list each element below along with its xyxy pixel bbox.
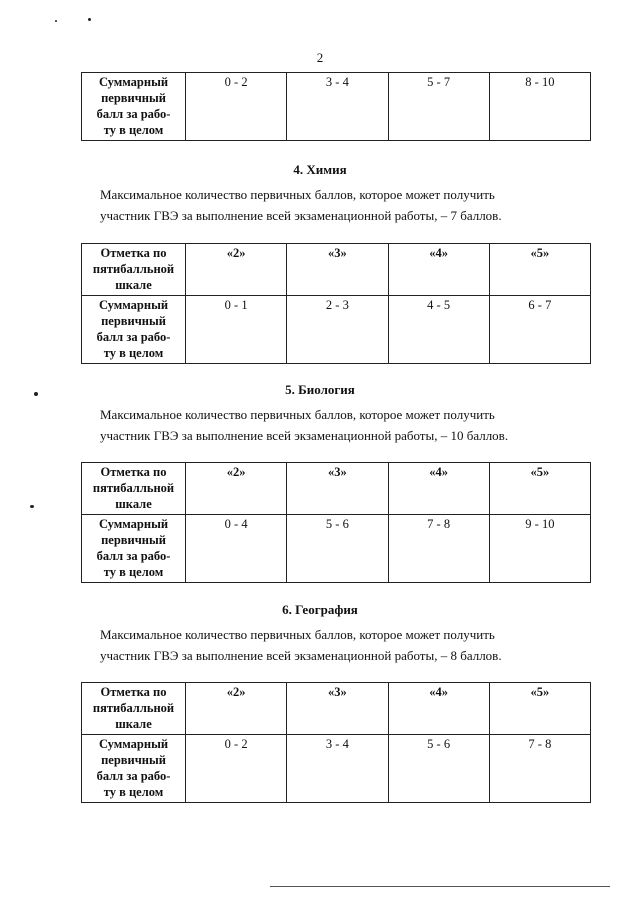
grade-cell: «5» (489, 683, 590, 735)
label-line: шкале (115, 278, 152, 292)
scan-speck (55, 20, 57, 22)
score-table-continued (81, 72, 591, 141)
score-cell: 7 - 8 (388, 515, 489, 583)
label-line: пятибалльной (92, 701, 175, 715)
description-line: Максимальное количество первичных баллов, которое может получить (100, 407, 495, 422)
label-line: Суммарный (98, 517, 169, 531)
label-line: ту в целом (103, 565, 164, 579)
description-line: участник ГВЭ за выполнение всей экзаменационной работы, – 8 баллов. (100, 648, 502, 663)
description-line: участник ГВЭ за выполнение всей экзаменационной работы, – 10 баллов. (100, 428, 509, 443)
grade-cell: «5» (489, 463, 590, 515)
label-line: ту в целом (103, 346, 164, 360)
table-row (82, 515, 591, 583)
score-cell: 5 - 7 (388, 73, 489, 141)
score-cell: 7 - 8 (489, 735, 590, 803)
header-label (82, 683, 186, 735)
label-line: первичный (101, 314, 166, 328)
score-cell: 0 - 2 (186, 735, 287, 803)
description-line: Максимальное количество первичных баллов, которое может получить (100, 187, 495, 202)
description-line: участник ГВЭ за выполнение всей экзаменационной работы, – 7 баллов. (100, 208, 502, 223)
score-cell: 5 - 6 (287, 515, 388, 583)
section-title: 5. Биология (285, 382, 355, 397)
grade-cell: «4» (388, 683, 489, 735)
label-line: шкале (115, 497, 152, 511)
page-number: 2 (316, 50, 324, 65)
table-row (82, 683, 591, 735)
table-row (82, 735, 591, 803)
score-cell: 3 - 4 (287, 735, 388, 803)
header-label (82, 463, 186, 515)
label-line: Суммарный (98, 298, 169, 312)
score-cell: 0 - 2 (186, 73, 287, 141)
table-row (82, 244, 591, 296)
label-line: Отметка по (100, 465, 167, 479)
table-row (82, 73, 591, 141)
label-line: Суммарный (98, 75, 169, 89)
label-line: Отметка по (100, 685, 167, 699)
score-cell: 4 - 5 (388, 296, 489, 364)
row-label (82, 296, 186, 364)
label-line: первичный (101, 533, 166, 547)
section-description (100, 624, 600, 666)
label-line: ту в целом (103, 123, 164, 137)
score-cell: 0 - 1 (186, 296, 287, 364)
label-line: шкале (115, 717, 152, 731)
scan-artifact-line (270, 886, 610, 887)
description-line: Максимальное количество первичных баллов, которое может получить (100, 627, 495, 642)
score-cell: 2 - 3 (287, 296, 388, 364)
label-line: Отметка по (100, 246, 167, 260)
label-line: пятибалльной (92, 262, 175, 276)
grade-cell: «4» (388, 463, 489, 515)
score-cell: 6 - 7 (489, 296, 590, 364)
grade-cell: «2» (186, 244, 287, 296)
section-description (100, 184, 600, 226)
grade-cell: «4» (388, 244, 489, 296)
grade-cell: «2» (186, 463, 287, 515)
label-line: Суммарный (98, 737, 169, 751)
grade-table (81, 682, 591, 803)
label-line: балл за рабо- (96, 549, 171, 563)
row-label (82, 73, 186, 141)
score-cell: 0 - 4 (186, 515, 287, 583)
grade-cell: «3» (287, 683, 388, 735)
table-row (82, 463, 591, 515)
label-line: балл за рабо- (96, 769, 171, 783)
grade-cell: «3» (287, 463, 388, 515)
section-title: 6. География (282, 602, 358, 617)
label-line: пятибалльной (92, 481, 175, 495)
scan-speck (88, 18, 91, 21)
grade-cell: «5» (489, 244, 590, 296)
row-label (82, 735, 186, 803)
label-line: балл за рабо- (96, 107, 171, 121)
label-line: балл за рабо- (96, 330, 171, 344)
score-cell: 5 - 6 (388, 735, 489, 803)
table-row (82, 296, 591, 364)
label-line: ту в целом (103, 785, 164, 799)
section-description (100, 404, 600, 446)
scan-speck (30, 505, 34, 508)
section-title: 4. Химия (293, 162, 347, 177)
grade-cell: «3» (287, 244, 388, 296)
row-label (82, 515, 186, 583)
score-cell: 3 - 4 (287, 73, 388, 141)
score-cell: 9 - 10 (489, 515, 590, 583)
score-cell: 8 - 10 (489, 73, 590, 141)
label-line: первичный (101, 91, 166, 105)
header-label (82, 244, 186, 296)
grade-table (81, 462, 591, 583)
grade-cell: «2» (186, 683, 287, 735)
grade-table (81, 243, 591, 364)
label-line: первичный (101, 753, 166, 767)
